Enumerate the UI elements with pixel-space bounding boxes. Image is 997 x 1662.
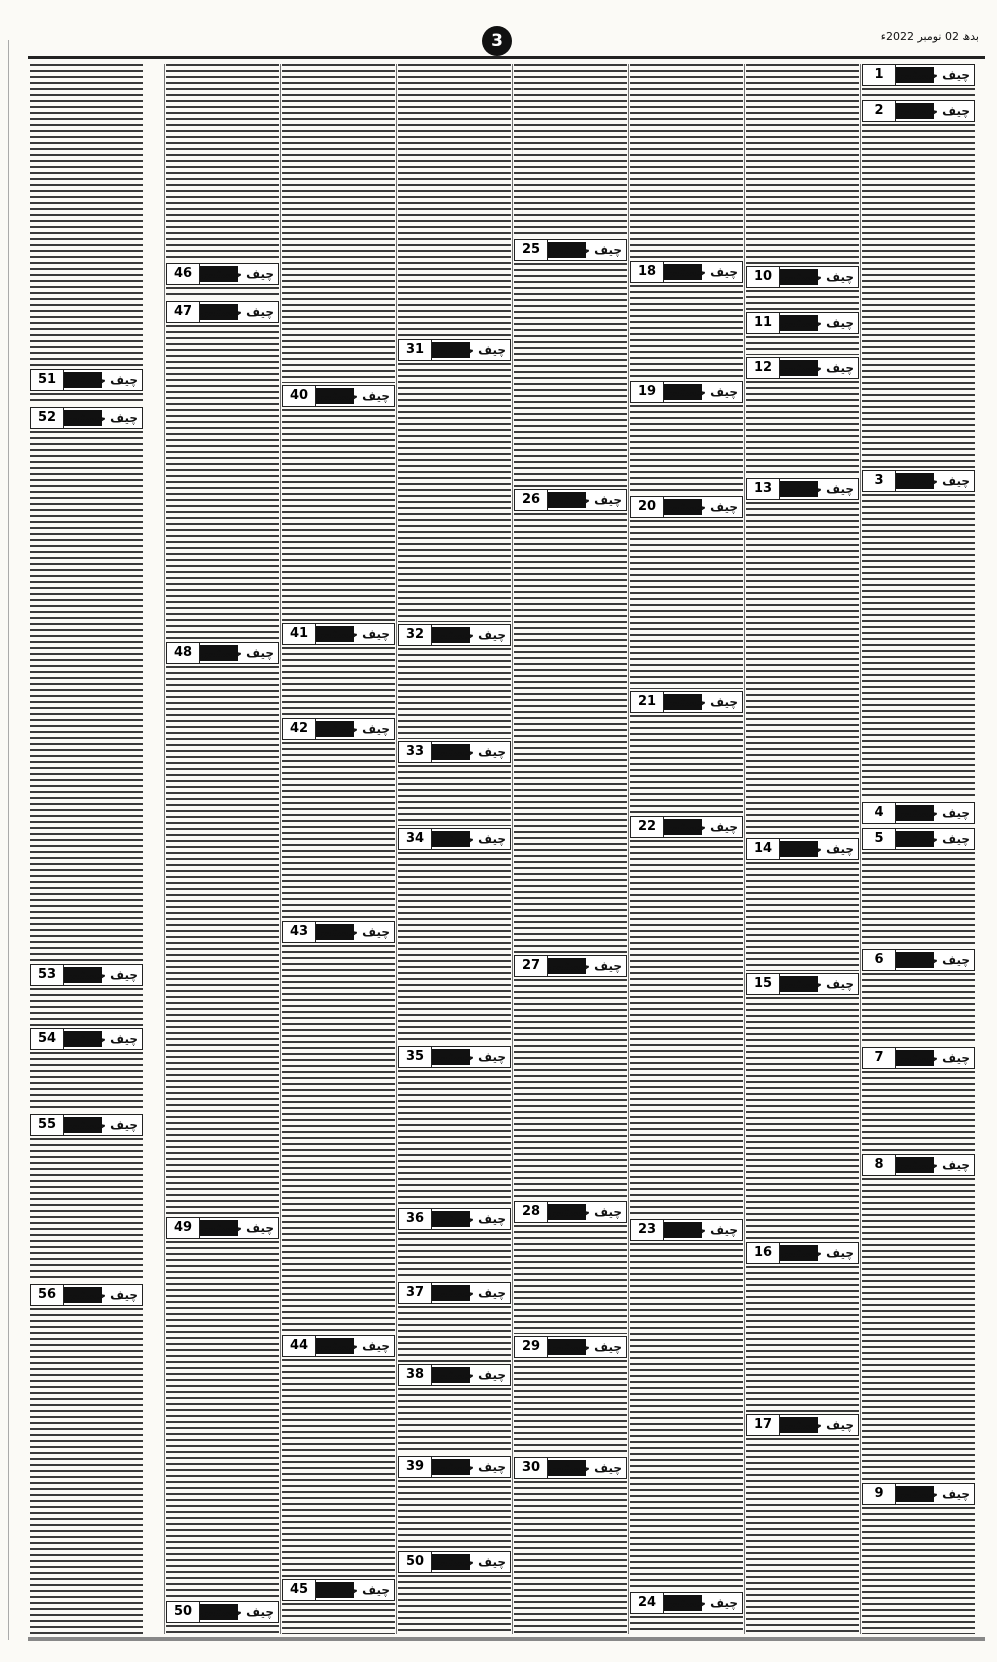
- notice-label: چیف جسٹس: [547, 1205, 622, 1219]
- notice-header-50: [166, 1601, 279, 1623]
- notice-label: چیف جسٹس: [431, 1212, 506, 1226]
- notice-label: چیف جسٹس: [663, 1223, 738, 1237]
- notice-number: 50: [399, 1552, 432, 1572]
- footer-rule: [28, 1637, 985, 1641]
- notice-number: 16: [747, 1243, 780, 1263]
- notice-header-27: [514, 955, 627, 977]
- notice-body-text: [398, 1232, 511, 1280]
- notice-body-text: [862, 852, 975, 947]
- notice-body-text: [746, 381, 859, 476]
- notice-body-text: [166, 666, 279, 1215]
- notice-header-24: [630, 1592, 743, 1614]
- notice-number: 21: [631, 692, 664, 712]
- notice-body-text: [630, 1616, 743, 1634]
- notice-body-text: [282, 409, 395, 621]
- notice-label: چیف جسٹس: [779, 842, 854, 856]
- notice-number: 54: [31, 1029, 64, 1049]
- notice-label: چیف جسٹس: [547, 1461, 622, 1475]
- notice-header-28: [514, 1201, 627, 1223]
- notice-number: 30: [515, 1458, 548, 1478]
- notice-header-14: [746, 838, 859, 860]
- notice-body-text: [398, 363, 511, 622]
- notice-body-text: [630, 1243, 743, 1590]
- notice-label: چیف جسٹس: [199, 305, 274, 319]
- notice-body-text: [166, 1241, 279, 1599]
- notice-header-15: [746, 973, 859, 995]
- notice-number: 23: [631, 1220, 664, 1240]
- notice-label: چیف جسٹس: [895, 832, 970, 846]
- notice-body-text: [398, 1306, 511, 1362]
- notice-body-text: [166, 1625, 279, 1634]
- column-divider: [744, 64, 745, 1634]
- notice-number: 56: [31, 1285, 64, 1305]
- notice-label: چیف جسٹس: [63, 411, 138, 425]
- notice-header-36: [398, 1208, 511, 1230]
- notice-number: 32: [399, 625, 432, 645]
- notice-body-text: [862, 88, 975, 98]
- notice-number: 25: [515, 240, 548, 260]
- notice-label: چیف جسٹس: [63, 1118, 138, 1132]
- notice-header-48: [166, 642, 279, 664]
- notice-number: 37: [399, 1283, 432, 1303]
- notice-number: 24: [631, 1593, 664, 1613]
- column-1: [862, 64, 975, 1634]
- notice-label: چیف جسٹس: [547, 243, 622, 257]
- notice-body-text: [862, 973, 975, 1045]
- page-date: بدھ 02 نومبر 2022ء: [880, 30, 979, 43]
- notice-label: چیف جسٹس: [199, 646, 274, 660]
- notice-body-text: [746, 336, 859, 355]
- notice-header-47: [166, 301, 279, 323]
- notice-header-45: [282, 1579, 395, 1601]
- notice-header-40: [282, 385, 395, 407]
- notice-body-text: [282, 64, 395, 383]
- notice-number: 19: [631, 382, 664, 402]
- notice-number: 5: [863, 829, 896, 849]
- notice-body-text: [166, 325, 279, 640]
- notice-header-12: [746, 357, 859, 379]
- notice-label: چیف جسٹس: [431, 832, 506, 846]
- notice-header-11: [746, 312, 859, 334]
- notice-number: 35: [399, 1047, 432, 1067]
- column-divider: [280, 64, 281, 1634]
- notice-label: چیف جسٹس: [315, 1583, 390, 1597]
- notice-number: 31: [399, 340, 432, 360]
- notice-label: چیف جسٹس: [895, 1158, 970, 1172]
- column-7: [166, 64, 279, 1634]
- notice-header-17: [746, 1414, 859, 1436]
- notice-header-30: [514, 1457, 627, 1479]
- notice-number: 51: [31, 370, 64, 390]
- notice-label: چیف جسٹس: [315, 627, 390, 641]
- notice-number: 9: [863, 1484, 896, 1504]
- notice-header-50: [398, 1551, 511, 1573]
- notice-number: 38: [399, 1365, 432, 1385]
- column-5: [398, 64, 511, 1634]
- notice-number: 52: [31, 408, 64, 428]
- notice-body-text: [746, 64, 859, 264]
- notice-header-10: [746, 266, 859, 288]
- notice-label: چیف جسٹس: [779, 1246, 854, 1260]
- notice-header-29: [514, 1336, 627, 1358]
- page-edge: [8, 40, 9, 1640]
- notice-body-text: [746, 290, 859, 310]
- page-number: 3: [482, 26, 512, 56]
- notice-body-text: [30, 1138, 143, 1282]
- notice-number: 29: [515, 1337, 548, 1357]
- notice-label: چیف جسٹس: [315, 389, 390, 403]
- notice-number: 41: [283, 624, 316, 644]
- notice-body-text: [746, 1438, 859, 1634]
- notice-header-8: [862, 1154, 975, 1176]
- notice-body-text: [514, 513, 627, 953]
- notice-header-3: [862, 470, 975, 492]
- notice-label: چیف جسٹس: [315, 1339, 390, 1353]
- notice-number: 50: [167, 1602, 200, 1622]
- notice-number: 1: [863, 65, 896, 85]
- notice-body-text: [514, 1225, 627, 1334]
- notice-label: چیف جسٹس: [431, 1050, 506, 1064]
- notice-number: 33: [399, 742, 432, 762]
- notice-number: 12: [747, 358, 780, 378]
- notice-body-text: [514, 263, 627, 487]
- notice-body-text: [30, 393, 143, 405]
- notice-number: 17: [747, 1415, 780, 1435]
- notice-body-text: [514, 64, 627, 237]
- notice-number: 20: [631, 497, 664, 517]
- notice-body-text: [630, 840, 743, 1217]
- notice-header-35: [398, 1046, 511, 1068]
- notice-body-text: [398, 1480, 511, 1549]
- notice-number: 14: [747, 839, 780, 859]
- notice-label: چیف جسٹس: [895, 1051, 970, 1065]
- notice-number: 43: [283, 922, 316, 942]
- column-divider: [164, 64, 165, 1634]
- notice-header-16: [746, 1242, 859, 1264]
- notice-body-text: [398, 1070, 511, 1206]
- notice-header-25: [514, 239, 627, 261]
- notice-number: 11: [747, 313, 780, 333]
- column-2: [746, 64, 859, 1634]
- notice-number: 4: [863, 803, 896, 823]
- notice-body-text: [746, 502, 859, 836]
- notice-header-5: [862, 828, 975, 850]
- notice-header-37: [398, 1282, 511, 1304]
- notice-number: 40: [283, 386, 316, 406]
- notice-label: چیف جسٹس: [431, 1555, 506, 1569]
- notice-header-31: [398, 339, 511, 361]
- notice-label: چیف جسٹس: [663, 1596, 738, 1610]
- notice-header-51: [30, 369, 143, 391]
- notice-header-19: [630, 381, 743, 403]
- notice-body-text: [630, 520, 743, 689]
- notice-label: چیف جسٹس: [431, 628, 506, 642]
- column-6: [282, 64, 395, 1634]
- column-divider: [396, 64, 397, 1634]
- notice-number: 36: [399, 1209, 432, 1229]
- notice-label: چیف جسٹس: [431, 1286, 506, 1300]
- notice-header-13: [746, 478, 859, 500]
- notice-header-2: [862, 100, 975, 122]
- notice-label: چیف جسٹس: [895, 953, 970, 967]
- notice-label: چیف جسٹس: [547, 959, 622, 973]
- notice-label: چیف جسٹس: [199, 1605, 274, 1619]
- notice-label: چیف جسٹس: [779, 977, 854, 991]
- notice-label: چیف جسٹس: [63, 1288, 138, 1302]
- column-8: [30, 64, 143, 1634]
- notice-label: چیف جسٹس: [199, 1221, 274, 1235]
- notice-label: چیف جسٹس: [779, 316, 854, 330]
- notice-label: چیف جسٹس: [431, 745, 506, 759]
- notice-header-53: [30, 964, 143, 986]
- notice-number: 48: [167, 643, 200, 663]
- notice-header-33: [398, 741, 511, 763]
- notice-body-text: [514, 979, 627, 1199]
- notice-body-text: [282, 1359, 395, 1577]
- notice-header-6: [862, 949, 975, 971]
- notice-body-text: [630, 64, 743, 259]
- column-3: [630, 64, 743, 1634]
- notice-number: 47: [167, 302, 200, 322]
- notice-body-text: [398, 852, 511, 1044]
- notice-number: 49: [167, 1218, 200, 1238]
- notice-body-text: [746, 862, 859, 971]
- notice-label: چیف جسٹس: [547, 493, 622, 507]
- notice-label: چیف جسٹس: [431, 1460, 506, 1474]
- notice-header-4: [862, 802, 975, 824]
- notice-header-22: [630, 816, 743, 838]
- notice-label: چیف جسٹس: [547, 1340, 622, 1354]
- notice-label: چیف جسٹس: [199, 267, 274, 281]
- notice-header-43: [282, 921, 395, 943]
- notice-label: چیف جسٹس: [663, 385, 738, 399]
- notice-number: 55: [31, 1115, 64, 1135]
- notice-label: چیف جسٹس: [895, 474, 970, 488]
- notice-number: 8: [863, 1155, 896, 1175]
- notice-label: چیف جسٹس: [663, 265, 738, 279]
- notice-header-41: [282, 623, 395, 645]
- notice-body-text: [514, 1481, 627, 1634]
- notice-number: 18: [631, 262, 664, 282]
- notice-label: چیف جسٹس: [779, 1418, 854, 1432]
- notice-header-39: [398, 1456, 511, 1478]
- notice-header-56: [30, 1284, 143, 1306]
- notice-number: 45: [283, 1580, 316, 1600]
- notice-label: چیف جسٹس: [895, 1487, 970, 1501]
- notice-header-20: [630, 496, 743, 518]
- notice-header-55: [30, 1114, 143, 1136]
- notice-body-text: [282, 945, 395, 1333]
- notice-label: چیف جسٹس: [779, 482, 854, 496]
- notice-number: 2: [863, 101, 896, 121]
- notice-body-text: [862, 1178, 975, 1481]
- notice-header-1: [862, 64, 975, 86]
- notice-header-7: [862, 1047, 975, 1069]
- notice-body-text: [630, 285, 743, 379]
- notice-number: 53: [31, 965, 64, 985]
- notice-label: چیف جسٹس: [895, 806, 970, 820]
- notice-header-38: [398, 1364, 511, 1386]
- notice-header-52: [30, 407, 143, 429]
- notice-body-text: [630, 405, 743, 494]
- notice-label: چیف جسٹس: [315, 925, 390, 939]
- notice-body-text: [398, 765, 511, 826]
- notice-number: 34: [399, 829, 432, 849]
- notice-body-text: [166, 287, 279, 299]
- notice-label: چیف جسٹس: [779, 270, 854, 284]
- header-rule: [28, 56, 985, 59]
- notice-label: چیف جسٹس: [663, 695, 738, 709]
- notice-label: چیف جسٹس: [63, 1032, 138, 1046]
- notice-label: چیف جسٹس: [779, 361, 854, 375]
- notice-label: چیف جسٹس: [315, 722, 390, 736]
- notice-body-text: [398, 64, 511, 337]
- notice-body-text: [30, 1052, 143, 1112]
- notice-number: 7: [863, 1048, 896, 1068]
- column-divider: [628, 64, 629, 1634]
- notice-header-42: [282, 718, 395, 740]
- notice-body-text: [282, 1603, 395, 1634]
- notice-header-44: [282, 1335, 395, 1357]
- notice-body-text: [862, 1507, 975, 1634]
- notice-number: 42: [283, 719, 316, 739]
- notice-body-text: [282, 647, 395, 716]
- notice-body-text: [398, 648, 511, 739]
- notice-body-text: [862, 124, 975, 468]
- notice-body-text: [30, 988, 143, 1026]
- notice-body-text: [862, 1071, 975, 1152]
- notice-header-21: [630, 691, 743, 713]
- notice-number: 13: [747, 479, 780, 499]
- notice-label: چیف جسٹس: [663, 500, 738, 514]
- notice-header-32: [398, 624, 511, 646]
- notice-header-18: [630, 261, 743, 283]
- notice-label: چیف جسٹس: [895, 68, 970, 82]
- column-4: [514, 64, 627, 1634]
- notice-header-23: [630, 1219, 743, 1241]
- notice-number: 15: [747, 974, 780, 994]
- notice-label: چیف جسٹس: [895, 104, 970, 118]
- column-divider: [512, 64, 513, 1634]
- notice-body-text: [746, 1266, 859, 1412]
- notice-body-text: [30, 1308, 143, 1634]
- notice-body-text: [30, 431, 143, 962]
- notice-header-49: [166, 1217, 279, 1239]
- notice-label: چیف جسٹس: [431, 1368, 506, 1382]
- notice-body-text: [398, 1575, 511, 1634]
- notice-number: 3: [863, 471, 896, 491]
- notice-body-text: [514, 1360, 627, 1455]
- notice-header-46: [166, 263, 279, 285]
- notice-number: 27: [515, 956, 548, 976]
- notice-label: چیف جسٹس: [63, 373, 138, 387]
- notice-body-text: [630, 715, 743, 814]
- notice-number: 6: [863, 950, 896, 970]
- notice-header-9: [862, 1483, 975, 1505]
- notice-number: 44: [283, 1336, 316, 1356]
- notice-number: 46: [167, 264, 200, 284]
- notice-header-34: [398, 828, 511, 850]
- notice-body-text: [398, 1388, 511, 1454]
- notice-label: چیف جسٹس: [431, 343, 506, 357]
- notice-body-text: [30, 64, 143, 367]
- notice-header-26: [514, 489, 627, 511]
- notice-body-text: [282, 742, 395, 919]
- notice-number: 26: [515, 490, 548, 510]
- notice-number: 39: [399, 1457, 432, 1477]
- notice-label: چیف جسٹس: [63, 968, 138, 982]
- notice-number: 10: [747, 267, 780, 287]
- notice-body-text: [746, 997, 859, 1240]
- notice-label: چیف جسٹس: [663, 820, 738, 834]
- notice-number: 22: [631, 817, 664, 837]
- notice-header-54: [30, 1028, 143, 1050]
- notice-number: 28: [515, 1202, 548, 1222]
- notice-body-text: [166, 64, 279, 261]
- column-divider: [860, 64, 861, 1634]
- notice-body-text: [862, 494, 975, 800]
